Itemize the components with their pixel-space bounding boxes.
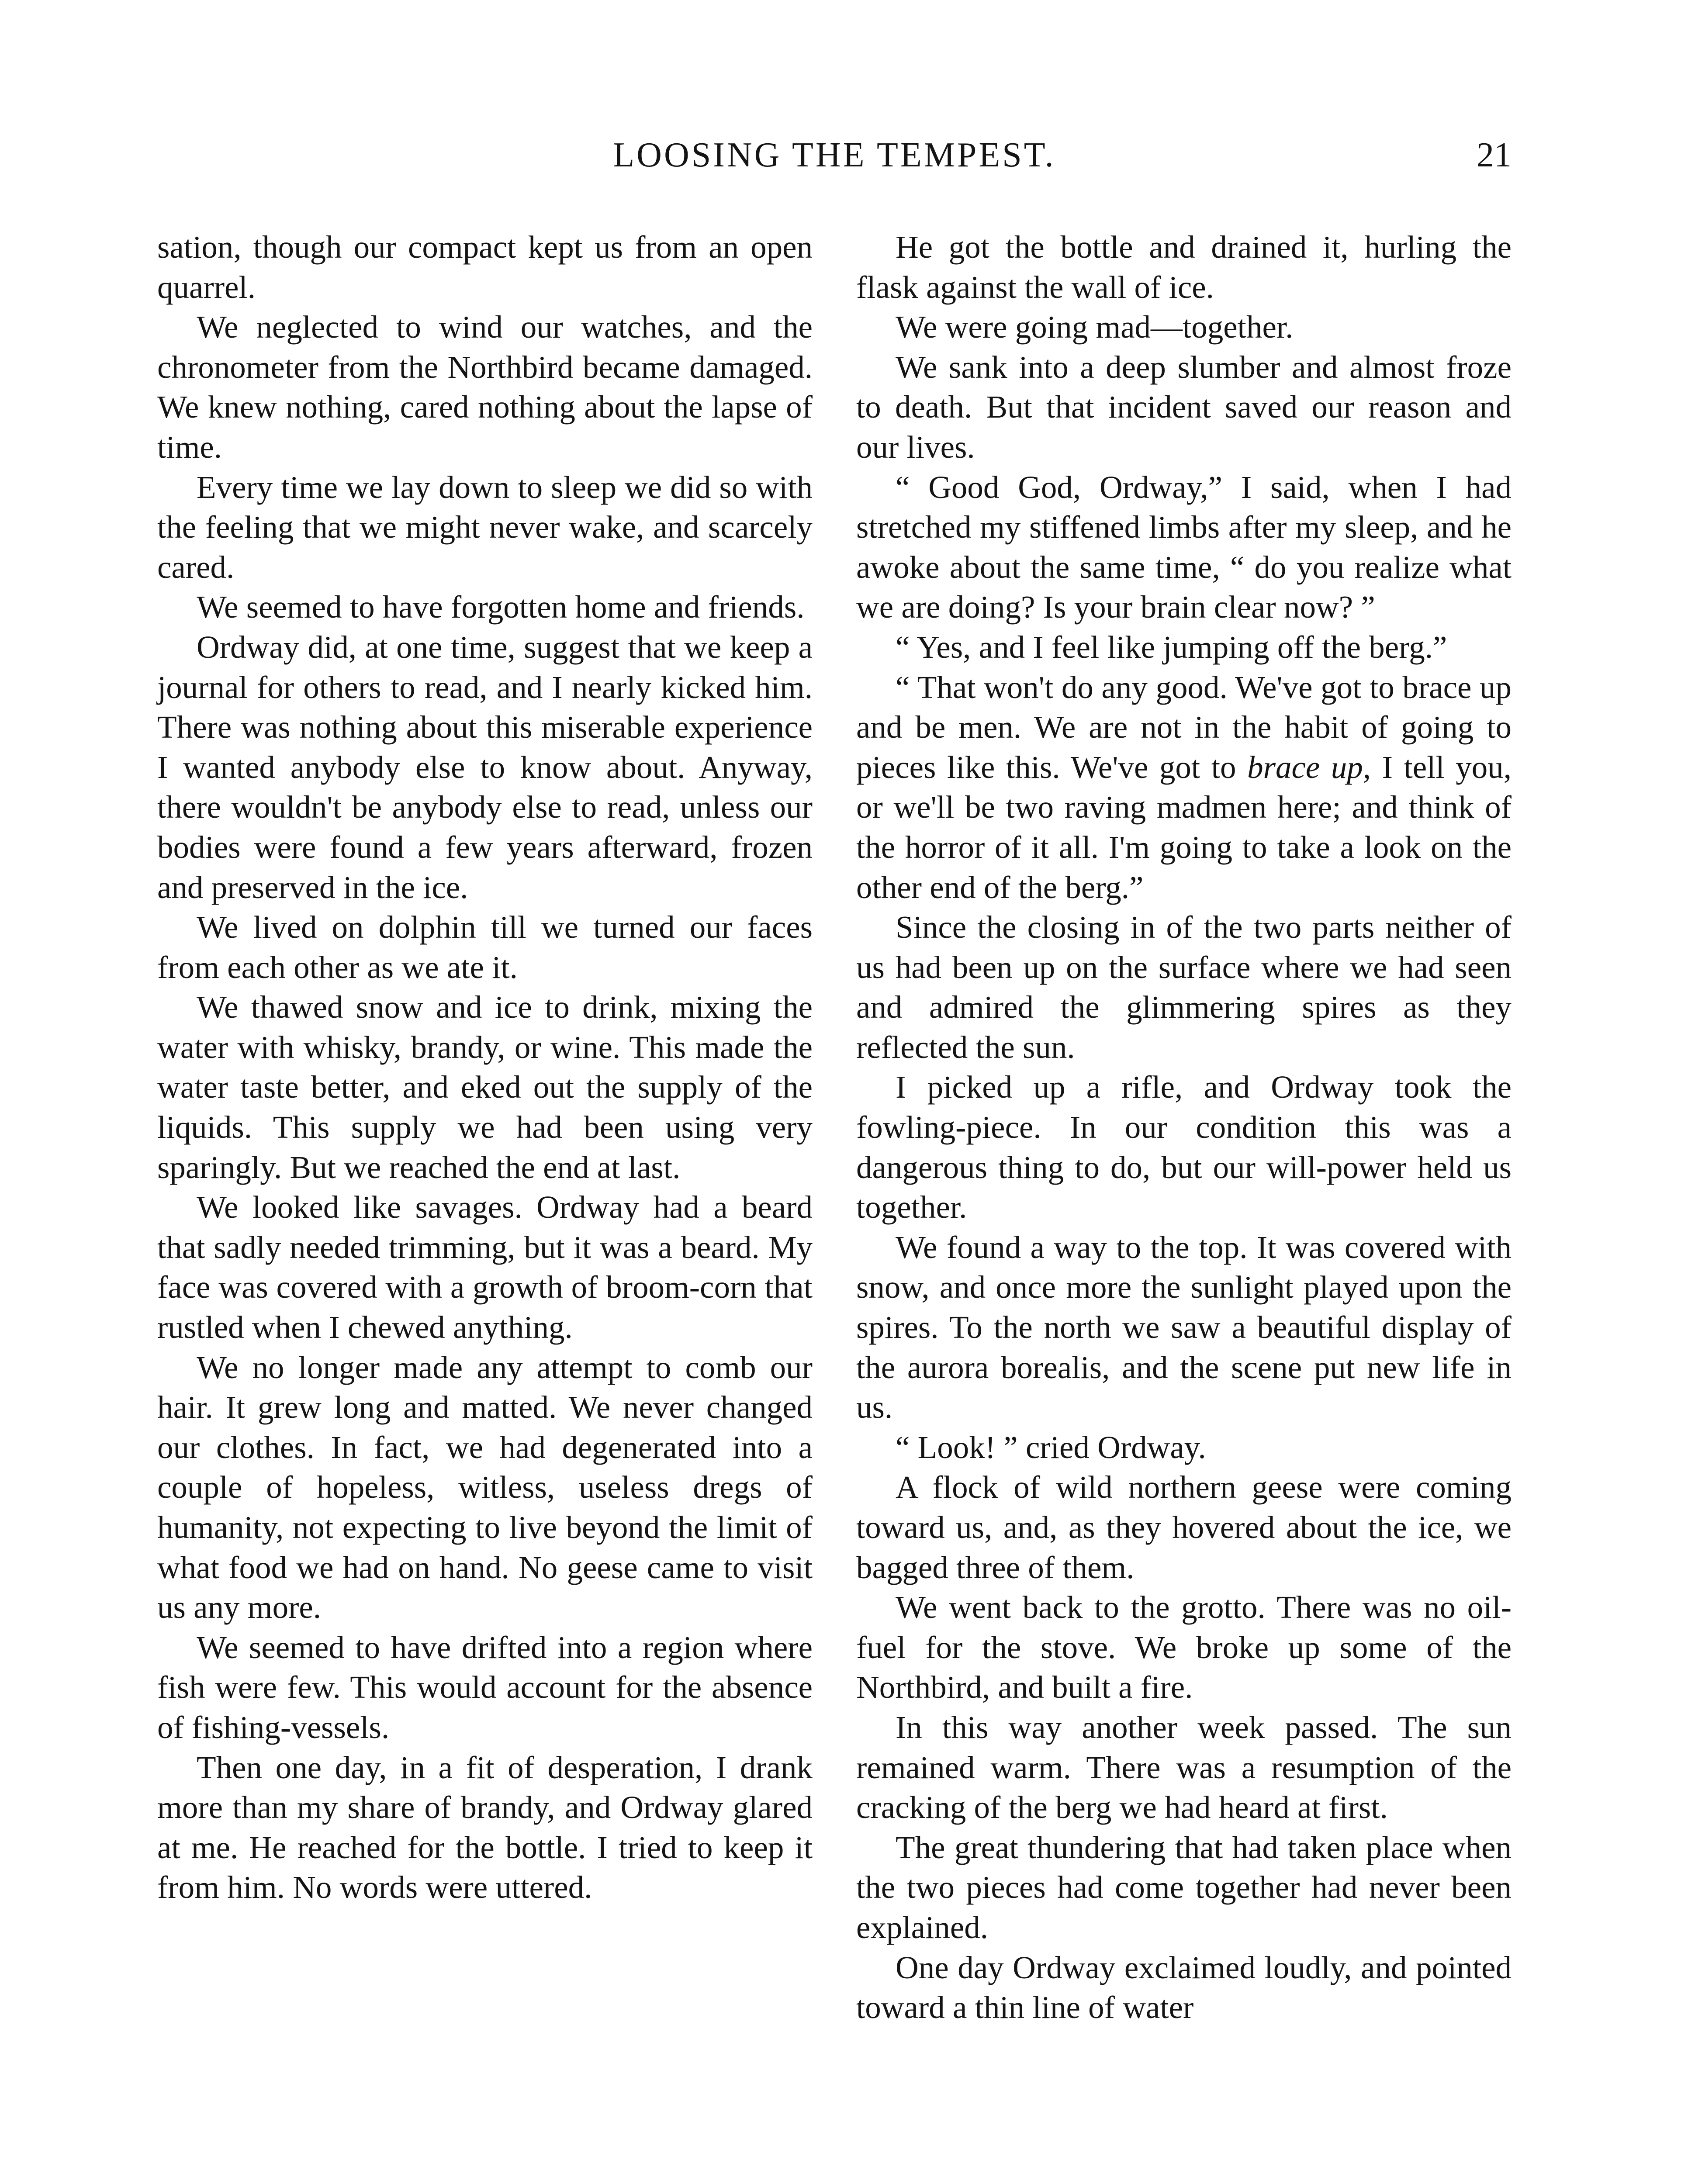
paragraph	[856, 667, 1512, 908]
paragraph: We seemed to have forgotten home and friends.	[197, 589, 805, 625]
paragraph: A flock of wild northern geese were coming toward us, and, as they hovered about the ice, we bagged three of them.	[856, 1469, 1512, 1585]
paragraph: Ordway did, at one time, suggest that we keep a journal for others to read, and I nearly kicked him. There was nothing about this miserable experience I wanted anybody else to know about. Anyway, there wouldn't be anybody else to read, unless our bodies were found a few years afterward, frozen and preserved in the ice.	[157, 629, 813, 905]
paragraph: “ Look! ” cried Ordway.	[896, 1429, 1206, 1465]
text-column-left	[157, 227, 813, 1908]
text-column-right	[856, 227, 1512, 2028]
paragraph: We no longer made any attempt to comb our hair. It grew long and matted. We never changed our clothes. In fact, we had degenerated into a couple of hopeless, witless, useless dregs of humanity, not expecting to live beyond the limit of what food we had on hand. No geese came to visit us any more.	[157, 1349, 813, 1625]
paragraph: We seemed to have drifted into a region where fish were few. This would account for the absence of fishing-vessels.	[157, 1629, 813, 1745]
paragraph-text-after: I tell you, or we'll be two raving madmen here; and think of the horror of it all. I'm going to take a look on the other end of the berg.”	[856, 749, 1512, 905]
paragraph: He got the bottle and drained it, hurling the flask against the wall of ice.	[856, 229, 1512, 305]
paragraph: In this way another week passed. The sun remained warm. There was a resumption of the cracking of the berg we had heard at first.	[856, 1709, 1512, 1825]
paragraph: We looked like savages. Ordway had a beard that sadly needed trimming, but it was a beard. My face was covered with a growth of broom-corn that rustled when I chewed anything.	[157, 1189, 813, 1345]
paragraph-text-before: “ That won't do any good. We've got to brace up and be men. We are not in the habit of going to pieces like this. We've got to	[856, 669, 1512, 785]
page-header	[157, 131, 1512, 179]
paragraph: We neglected to wind our watches, and the chronometer from the Northbird became damaged. We knew nothing, cared nothing about the lapse of time.	[157, 309, 813, 465]
paragraph: The great thundering that had taken place when the two pieces had come together had never been explained.	[856, 1829, 1512, 1945]
paragraph: We found a way to the top. It was covered with snow, and once more the sunlight played upon the spires. To the north we saw a beautiful display of the aurora borealis, and the scene put new life in us.	[856, 1229, 1512, 1425]
running-title: LOOSING THE TEMPEST.	[613, 136, 1056, 174]
page-number: 21	[1477, 136, 1512, 174]
paragraph: sation, though our compact kept us from an open quarrel.	[157, 229, 813, 305]
paragraph: We thawed snow and ice to drink, mixing the water with whisky, brandy, or wine. This made the water taste better, and eked out the supply of the liquids. This supply we had been using very sparingly. But we reached the end at last.	[157, 989, 813, 1185]
paragraph: “ Good God, Ordway,” I said, when I had stretched my stiffened limbs after my sleep, and he awoke about the same time, “ do you realize what we are doing? Is your brain clear now? ”	[856, 469, 1512, 625]
paragraph: We sank into a deep slumber and almost froze to death. But that incident saved our reason and our lives.	[856, 349, 1512, 465]
paragraph: I picked up a rifle, and Ordway took the fowling-piece. In our condition this was a dangerous thing to do, but our will-power held us together.	[856, 1069, 1512, 1225]
paragraph: We lived on dolphin till we turned our faces from each other as we ate it.	[157, 909, 813, 985]
paragraph: “ Yes, and I feel like jumping off the berg.”	[896, 629, 1447, 665]
paragraph: Every time we lay down to sleep we did so with the feeling that we might never wake, and scarcely cared.	[157, 469, 813, 585]
italic-emphasis: brace up,	[1247, 749, 1371, 785]
paragraph: We went back to the grotto. There was no oil-fuel for the stove. We broke up some of the Northbird, and built a fire.	[856, 1590, 1512, 1705]
paragraph: Then one day, in a fit of desperation, I drank more than my share of brandy, and Ordway glared at me. He reached for the bottle. I tried to keep it from him. No words were uttered.	[157, 1749, 813, 1905]
paragraph: One day Ordway exclaimed loudly, and pointed toward a thin line of water	[856, 1949, 1512, 2025]
paragraph: We were going mad—together.	[896, 309, 1294, 345]
paragraph: Since the closing in of the two parts neither of us had been up on the surface where we had seen and admired the glimmering spires as they reflected the sun.	[856, 909, 1512, 1065]
